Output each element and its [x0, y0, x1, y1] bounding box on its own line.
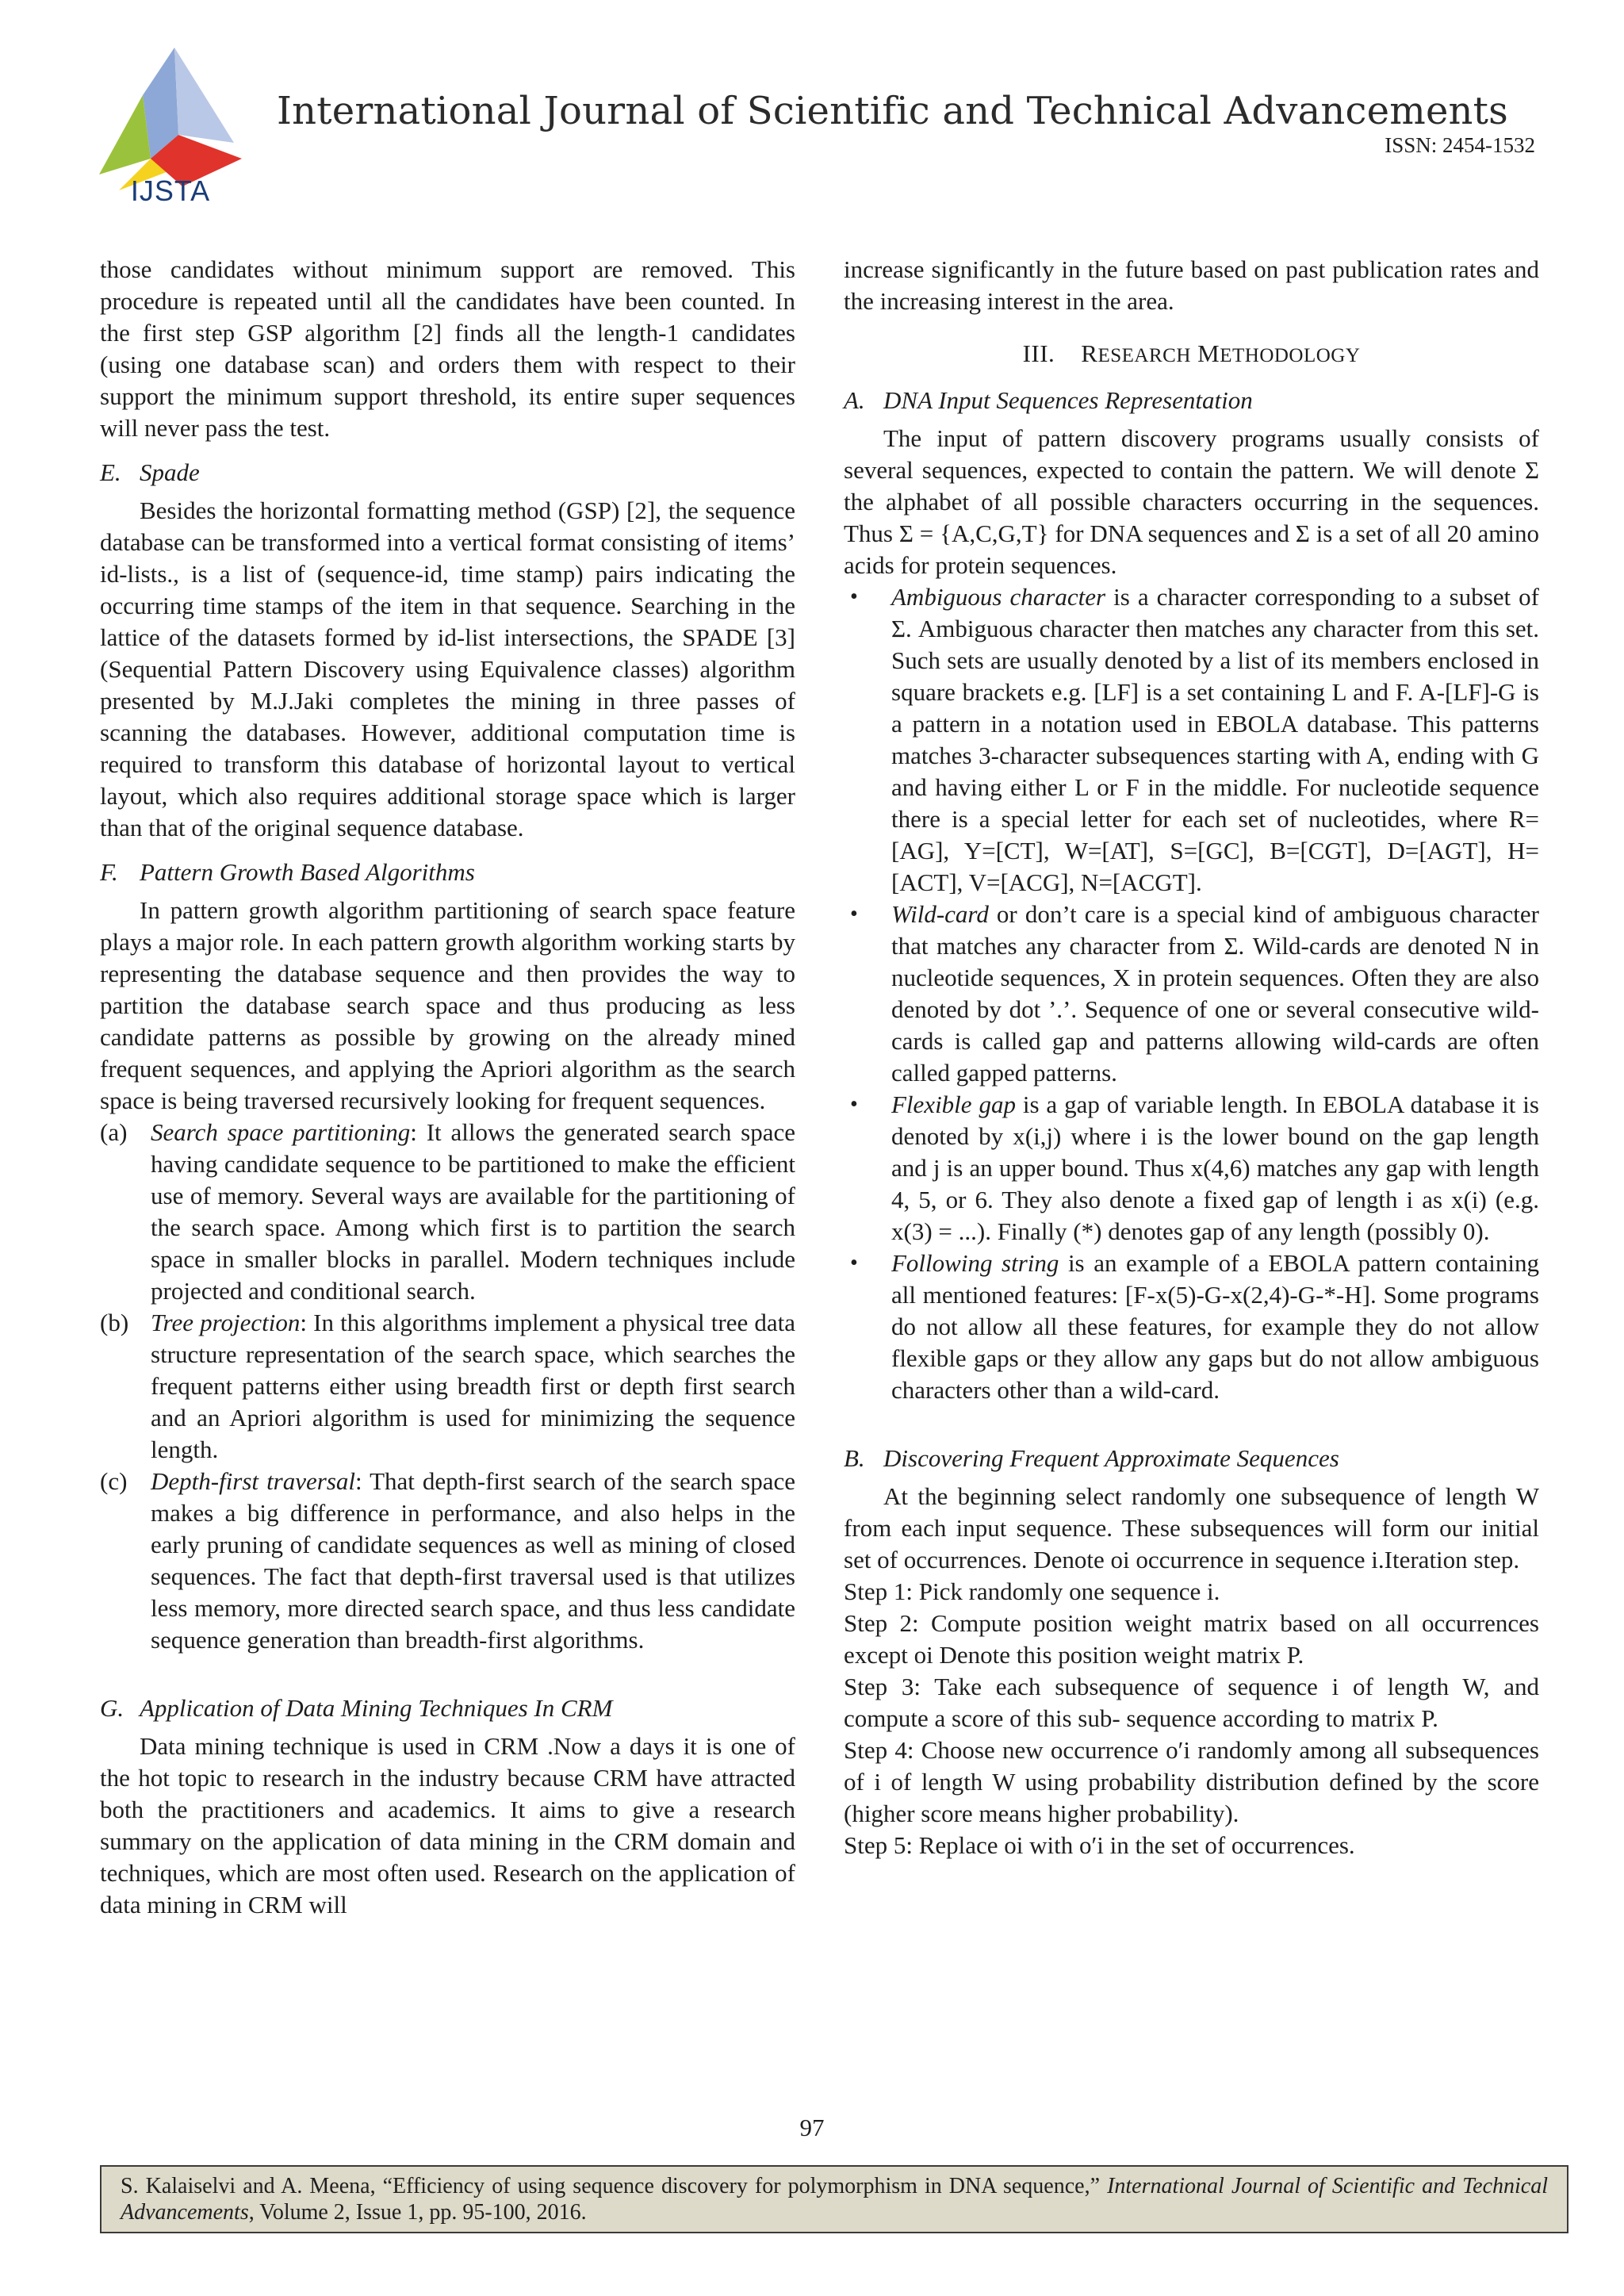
subsection-heading-a: [844, 385, 1539, 416]
subsection-label: A.: [844, 386, 865, 414]
issn: ISSN: 2454-1532: [1385, 133, 1535, 157]
paragraph: those candidates without minimum support are removed. This procedure is repeated until all the candidates have been counted. In the first step GSP algorithm [2] finds all the length-1 candidates (using one database scan) and orders them with respect to their support the minimum support threshold, its entire super sequences will never pass the test.: [100, 255, 795, 442]
section-title-initial: R: [1081, 339, 1098, 367]
list-term: Tree projection: [151, 1309, 301, 1336]
list-text: : It allows the generated search space having candidate sequence to be partitioned to make the efficient use of memory. Several ways are available for the partitioning of the search space. Among which first is to partition the search space in smaller blocks in parallel. Modern techniques include projected and conditional search.: [151, 1118, 795, 1305]
list-item: [100, 1117, 795, 1307]
step-line: Step 2: Compute position weight matrix based on all occurrences except oi Denote this position weight matrix P.: [844, 1609, 1539, 1669]
subsection-title: Pattern Growth Based Algorithms: [140, 858, 475, 886]
list-term: Depth-first traversal: [151, 1467, 356, 1495]
bullet-icon: •: [850, 1251, 858, 1275]
right-column: [844, 254, 1539, 1861]
subsection-title: DNA Input Sequences Representation: [883, 386, 1253, 414]
bullet-text: is an example of a EBOLA pattern containing all mentioned features: [F-x(5)-G-x(2,4)-G-*-H]. Some programs do not allow all these features, for example they do not allow flexible gaps or they allow any gaps but do not allow ambiguous characters other than a wild-card.: [891, 1249, 1539, 1404]
section-heading: [844, 338, 1539, 372]
section-number: III.: [1022, 339, 1055, 367]
subsection-heading-b: [844, 1443, 1539, 1474]
list-item: [100, 1307, 795, 1466]
section-title-initial: M: [1197, 339, 1220, 367]
paragraph: Besides the horizontal formatting method (GSP) [2], the sequence database can be transformed into a vertical format consisting of items’ id-lists., is a list of (sequence-id, time stamp) pairs indicating the occurring time stamps of the item in that sequence. Searching in the lattice of the datasets formed by id-list intersections, the SPADE [3] (Sequential Pattern Discovery using Equivalence classes) algorithm presented by M.J.Jaki completes the mining in three passes of scanning the databases. However, additional computation time is required to transform this database of horizontal layout to vertical layout, which also requires additional storage space which is larger than that of the original sequence database.: [100, 496, 795, 841]
citation-details: , Volume 2, Issue 1, pp. 95-100, 2016.: [248, 2200, 587, 2225]
section-title-rest: ESEARCH: [1097, 345, 1191, 366]
list-marker: (a): [100, 1118, 128, 1146]
citation-journal: International Journal of Scientific and Technical Advancements: [121, 2174, 1548, 2225]
logo-text: IJSTA: [130, 174, 211, 207]
step-line: Step 3: Take each subsequence of sequence i of length W, and compute a score of this sub- sequence according to matrix P.: [844, 1673, 1539, 1732]
list-term: Search space partitioning: [151, 1118, 411, 1146]
subsection-title: Spade: [140, 458, 200, 486]
bullet-icon: •: [850, 585, 858, 609]
subsection-label: B.: [844, 1444, 865, 1472]
paragraph: The input of pattern discovery programs usually consists of several sequences, expected to contain the pattern. We will denote Σ the alphabet of all possible characters occurring in the sequences. Thus Σ = {A,C,G,T} for DNA sequences and Σ is a set of all 20 amino acids for protein sequences.: [844, 424, 1539, 579]
step-line: Step 1: Pick randomly one sequence i.: [844, 1577, 1220, 1605]
step-line: Step 5: Replace oi with o′i in the set of occurrences.: [844, 1831, 1355, 1859]
bullet-icon: •: [850, 902, 858, 926]
subsection-title: Application of Data Mining Techniques In CRM: [140, 1694, 613, 1722]
paragraph: increase significantly in the future based on past publication rates and the increasing interest in the area.: [844, 255, 1539, 315]
subsection-heading-f: [100, 857, 795, 888]
subsection-label: F.: [100, 858, 118, 886]
list-marker: (b): [100, 1309, 129, 1336]
bullet-text: is a character corresponding to a subset of Σ. Ambiguous character then matches any character from this set. Such sets are usually denoted by a list of its members enclosed in square brackets e.g. [LF] is a set containing L and F. A-[LF]-G is a pattern in a notation used in EBOLA database. This patterns matches 3-character subsequences starting with A, ending with G and having either L or F in the middle. For nucleotide sequence there is a special letter for each set of nucleotides, where R=[AG], Y=[CT], W=[AT], S=[GC], B=[CGT], D=[AGT], H=[ACT], V=[ACG], N=[ACGT].: [891, 583, 1539, 896]
bullet-item: [844, 1248, 1539, 1406]
bullet-term: Flexible gap: [891, 1091, 1016, 1118]
subsection-title: Discovering Frequent Approximate Sequences: [883, 1444, 1339, 1472]
bullet-term: Following string: [891, 1249, 1059, 1277]
subsection-label: G.: [100, 1694, 124, 1722]
bullet-item: [844, 581, 1539, 899]
paragraph: In pattern growth algorithm partitioning of search space feature plays a major role. In each pattern growth algorithm working starts by representing the database sequence and then provides the way to partition the database search space and thus producing as less candidate patterns as possible by growing on the already mined frequent sequences, and applying the Apriori algorithm as the search space is being traversed recursively looking for frequent sequences.: [100, 896, 795, 1114]
bullet-term: Ambiguous character: [891, 583, 1106, 611]
subsection-heading-e: [100, 457, 795, 489]
list-text: : In this algorithms implement a physical tree data structure representation of the search space, which searches the frequent patterns either using breadth first or depth first search and an Apriori algorithm is used for minimizing the sequence length.: [151, 1309, 796, 1463]
left-column: [100, 254, 795, 1921]
bullet-text: or don’t care is a special kind of ambiguous character that matches any character from Σ. Wild-cards are denoted N in nucleotide sequences, X in protein sequences. Often they are also denoted by dot ’.’. Sequence of one or several consecutive wild-cards is called gap and patterns allowing wild-cards are often called gapped patterns.: [891, 900, 1539, 1087]
bullet-term: Wild-card: [891, 900, 989, 928]
citation-authors-title: S. Kalaiselvi and A. Meena, “Efficiency of using sequence discovery for polymorphism in DNA sequence,”: [121, 2174, 1108, 2198]
subsection-label: E.: [100, 458, 121, 486]
list-marker: (c): [100, 1467, 128, 1495]
subsection-heading-g: [100, 1692, 795, 1724]
list-item: [100, 1466, 795, 1656]
paragraph: At the beginning select randomly one subsequence of length W from each input sequence. These subsequences will form our initial set of occurrences. Denote oi occurrence in sequence i.Iteration step.: [844, 1482, 1539, 1573]
step-line: Step 4: Choose new occurrence o′i randomly among all subsequences of i of length W using probability distribution defined by the score (higher score means higher probability).: [844, 1736, 1539, 1827]
paragraph: Data mining technique is used in CRM .Now a days it is one of the hot topic to research in the industry because CRM have attracted both the practitioners and academics. It aims to give a research summary on the application of data mining in the CRM domain and techniques, which are most often used. Research on the application of data mining in CRM will: [100, 1732, 795, 1918]
list-text: : That depth-first search of the search space makes a big difference in performance, and also helps in the early pruning of candidate sequences as well as mining of closed sequences. The fact that depth-first traversal used is that utilizes less memory, more directed search space, and thus less candidate sequence generation than breadth-first algorithms.: [151, 1467, 795, 1654]
bullet-item: [844, 899, 1539, 1089]
citation-box: [100, 2165, 1568, 2233]
bullet-text: is a gap of variable length. In EBOLA database it is denoted by x(i,j) where i is the lower bound on the gap length and j is an upper bound. Thus x(4,6) matches any gap with length 4, 5, or 6. They also denote a fixed gap of length i as x(i) (e.g. x(3) = ...). Finally (*) denotes gap of any length (possibly 0).: [891, 1091, 1539, 1245]
bullet-item: [844, 1089, 1539, 1248]
journal-title: International Journal of Scientific and Technical Advancements: [277, 89, 1508, 133]
bullet-icon: •: [850, 1092, 858, 1117]
section-title-rest: ETHODOLOGY: [1220, 345, 1361, 366]
page-number: 97: [799, 2114, 825, 2141]
